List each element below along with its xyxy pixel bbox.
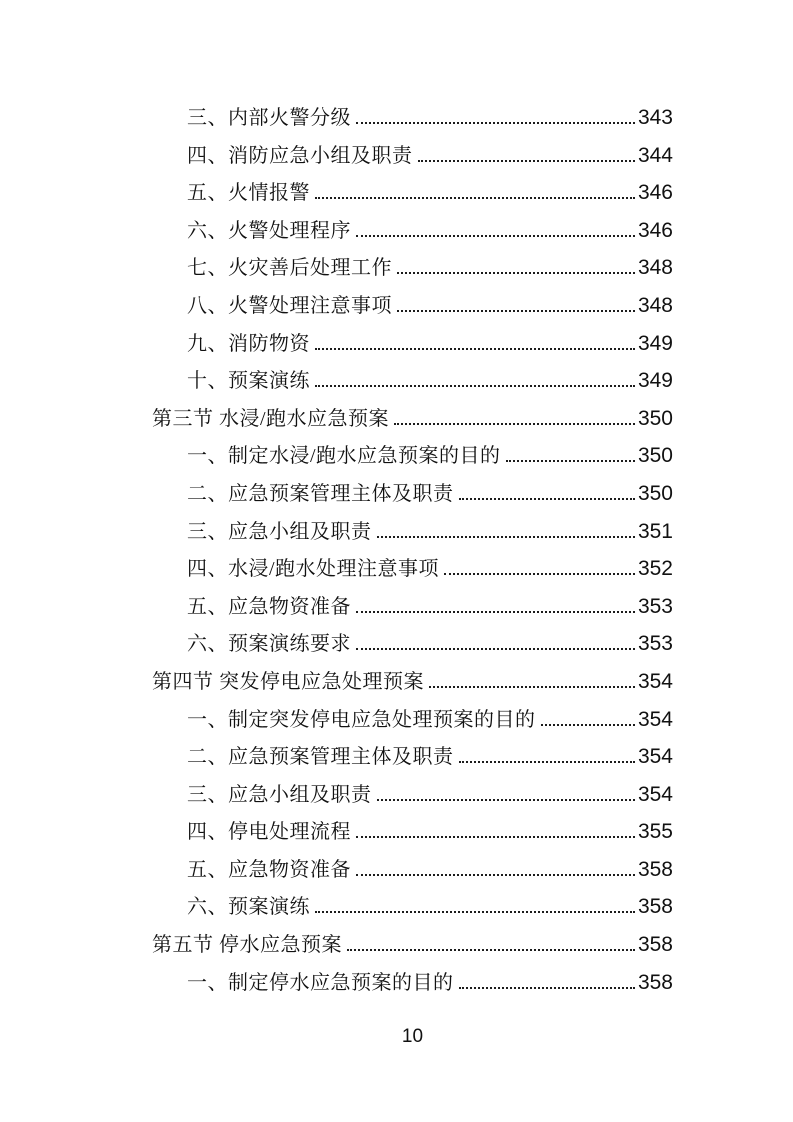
toc-entry-page-number: 353 <box>637 632 673 656</box>
toc-entry-label: 二、应急预案管理主体及职责 <box>187 746 454 769</box>
toc-entry-label: 四、水浸/跑水处理注意事项 <box>187 558 440 581</box>
toc-entry-page-number: 355 <box>637 820 673 844</box>
dot-leader <box>418 160 635 162</box>
toc-entry-page-number: 358 <box>637 933 673 957</box>
toc-list <box>152 99 673 1001</box>
toc-entry-page-number: 346 <box>637 181 673 205</box>
toc-entry-page-number: 350 <box>637 444 673 468</box>
dot-leader <box>429 686 635 688</box>
dot-leader <box>315 197 635 199</box>
toc-entry-label: 三、应急小组及职责 <box>187 783 372 806</box>
dot-leader <box>347 949 635 951</box>
toc-entry-label: 一、制定突发停电应急处理预案的目的 <box>187 708 536 731</box>
toc-entry-page-number: 349 <box>637 369 673 393</box>
dot-leader <box>397 310 635 312</box>
toc-entry-label: 四、消防应急小组及职责 <box>187 144 413 167</box>
toc-entry-label: 三、内部火警分级 <box>187 107 351 129</box>
toc-entry-page-number: 346 <box>637 218 673 242</box>
toc-entry[interactable] <box>152 475 673 513</box>
toc-entry-page-number: 349 <box>637 331 673 355</box>
dot-leader <box>459 761 635 763</box>
toc-entry-page-number: 344 <box>637 143 673 167</box>
toc-entry-label: 第五节 停水应急预案 <box>152 934 342 957</box>
toc-entry-label: 五、应急物资准备 <box>187 858 351 881</box>
toc-entry-page-number: 358 <box>637 970 673 994</box>
toc-entry[interactable] <box>152 437 673 475</box>
toc-entry-page-number: 354 <box>637 669 673 693</box>
dot-leader <box>377 799 635 801</box>
page-footer <box>152 1026 673 1048</box>
toc-entry-label: 四、停电处理流程 <box>187 821 351 844</box>
toc-entry-label: 七、火灾善后处理工作 <box>187 257 392 280</box>
dot-leader <box>397 272 635 274</box>
dot-leader <box>356 836 635 838</box>
toc-entry-label: 二、应急预案管理主体及职责 <box>187 482 454 505</box>
toc-entry[interactable] <box>152 625 673 663</box>
toc-entry-label: 五、应急物资准备 <box>187 595 351 618</box>
toc-entry-label: 六、预案演练 <box>187 896 310 919</box>
toc-entry-page-number: 358 <box>637 895 673 919</box>
toc-entry[interactable] <box>152 287 673 325</box>
toc-entry[interactable] <box>152 249 673 287</box>
dot-leader <box>356 874 635 876</box>
toc-entry[interactable] <box>152 325 673 363</box>
page-number: 10 <box>401 1026 424 1047</box>
dot-leader <box>356 611 635 613</box>
toc-entry-page-number: 350 <box>637 481 673 505</box>
toc-entry-label: 第三节 水浸/跑水应急预案 <box>152 407 390 430</box>
dot-leader <box>444 573 635 575</box>
toc-entry-label: 八、火警处理注意事项 <box>187 294 392 317</box>
toc-entry-page-number: 348 <box>637 293 673 317</box>
toc-entry[interactable] <box>152 137 673 175</box>
toc-entry[interactable] <box>152 738 673 776</box>
toc-entry-label: 五、火情报警 <box>187 182 310 205</box>
toc-entry[interactable] <box>152 400 673 438</box>
toc-entry[interactable] <box>152 926 673 964</box>
toc-entry-label: 九、消防物资 <box>187 332 310 355</box>
toc-entry-page-number: 350 <box>637 406 673 430</box>
toc-entry-page-number: 352 <box>637 557 673 581</box>
toc-entry[interactable] <box>152 851 673 889</box>
dot-leader <box>315 911 635 913</box>
toc-entry[interactable] <box>152 212 673 250</box>
toc-entry[interactable] <box>152 888 673 926</box>
toc-entry[interactable] <box>152 964 673 1002</box>
toc-entry-page-number: 351 <box>637 519 673 543</box>
dot-leader <box>394 423 635 425</box>
dot-leader <box>459 498 635 500</box>
dot-leader <box>315 348 635 350</box>
toc-entry-page-number: 343 <box>637 106 673 129</box>
toc-entry-page-number: 354 <box>637 707 673 731</box>
toc-entry-label: 六、火警处理程序 <box>187 219 351 242</box>
dot-leader <box>356 648 635 650</box>
toc-entry[interactable] <box>152 513 673 551</box>
toc-entry[interactable] <box>152 813 673 851</box>
toc-entry[interactable] <box>152 174 673 212</box>
toc-entry[interactable] <box>152 663 673 701</box>
toc-entry[interactable] <box>152 550 673 588</box>
dot-leader <box>506 460 635 462</box>
toc-entry-label: 一、制定水浸/跑水应急预案的目的 <box>187 445 501 468</box>
dot-leader <box>541 724 635 726</box>
dot-leader <box>356 235 635 237</box>
toc-entry-page-number: 354 <box>637 745 673 769</box>
toc-entry[interactable] <box>152 99 673 137</box>
toc-entry[interactable] <box>152 362 673 400</box>
dot-leader <box>459 987 635 989</box>
toc-entry[interactable] <box>152 588 673 626</box>
toc-entry[interactable] <box>152 776 673 814</box>
toc-entry-label: 三、应急小组及职责 <box>187 520 372 543</box>
toc-entry-label: 第四节 突发停电应急处理预案 <box>152 670 424 693</box>
toc-entry-page-number: 358 <box>637 857 673 881</box>
toc-entry-label: 六、预案演练要求 <box>187 633 351 656</box>
toc-entry-label: 一、制定停水应急预案的目的 <box>187 971 454 994</box>
toc-entry-page-number: 348 <box>637 256 673 280</box>
toc-entry[interactable] <box>152 701 673 739</box>
toc-entry-page-number: 354 <box>637 782 673 806</box>
dot-leader <box>356 122 635 124</box>
toc-entry-label: 十、预案演练 <box>187 370 310 393</box>
toc-entry-page-number: 353 <box>637 594 673 618</box>
dot-leader <box>315 385 635 387</box>
dot-leader <box>377 536 635 538</box>
